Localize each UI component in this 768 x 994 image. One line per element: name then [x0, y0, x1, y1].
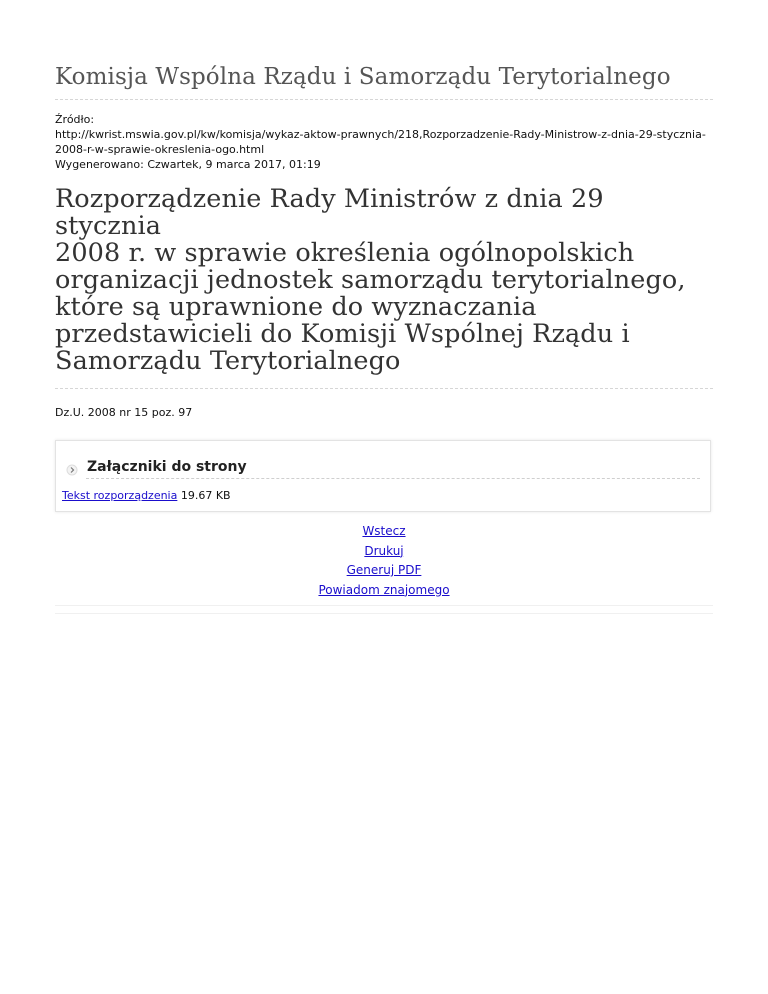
print-link[interactable]: Drukuj: [364, 543, 404, 558]
divider: [55, 613, 713, 614]
divider: [55, 388, 713, 389]
attachments-heading: Załączniki do strony: [87, 459, 247, 475]
legal-reference: Dz.U. 2008 nr 15 poz. 97: [55, 406, 193, 419]
notify-friend-link[interactable]: Powiadom znajomego: [318, 582, 450, 597]
document-title-line: Samorządu Terytorialnego: [55, 346, 401, 376]
source-url-line-2: 2008-r-w-sprawie-okreslenia-ogo.html: [55, 143, 265, 156]
document-title-line: przedstawicieli do Komisji Wspólnej Rządu i: [55, 319, 630, 349]
document-title: [55, 186, 713, 375]
attachment-size: 19.67 KB: [180, 489, 231, 502]
attachment-item: [62, 489, 231, 503]
site-title: Komisja Wspólna Rządu i Samorządu Terytorialnego: [55, 64, 671, 90]
document-title-line: organizacji jednostek samorządu terytorialnego,: [55, 265, 686, 295]
divider: [55, 99, 713, 100]
arrow-bullet-icon: [66, 461, 78, 473]
attachment-link[interactable]: Tekst rozporządzenia: [62, 489, 178, 502]
document-title-line: Rozporządzenie Rady Ministrów z dnia 29 stycznia: [55, 184, 604, 241]
generated-timestamp: Wygenerowano: Czwartek, 9 marca 2017, 01:19: [55, 158, 321, 171]
source-info: [55, 112, 713, 172]
generate-pdf-link[interactable]: Generuj PDF: [346, 563, 422, 577]
footer-links: [55, 522, 713, 600]
attachments-divider: [86, 478, 700, 479]
divider: [55, 605, 713, 606]
document-title-line: które są uprawnione do wyznaczania: [55, 292, 537, 322]
page-container: [55, 0, 713, 614]
attachments-header: [66, 458, 247, 476]
attachments-box: [55, 440, 711, 512]
source-url-line-1: http://kwrist.mswia.gov.pl/kw/komisja/wykaz-aktow-prawnych/218,Rozporzadzenie-Rady-Ministrow-z-dnia-29-stycznia-: [55, 128, 706, 141]
back-link[interactable]: Wstecz: [362, 524, 406, 538]
source-label: Źródło:: [55, 113, 95, 126]
document-title-line: 2008 r. w sprawie określenia ogólnopolskich: [55, 238, 635, 268]
